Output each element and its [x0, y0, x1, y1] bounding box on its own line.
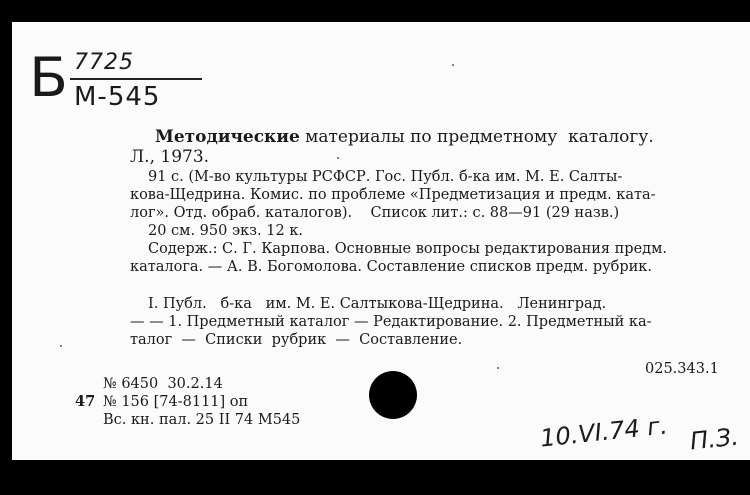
footer-prefix: 47: [75, 393, 96, 410]
speck: [337, 157, 339, 159]
footer-line: № 156 [74-8111] оп: [103, 394, 249, 410]
speck: [60, 345, 62, 347]
handwritten-date: 10.VI.74 г.: [538, 411, 669, 453]
description-line: кова-Щедрина. Комис. по проблеме «Предметизация и предм. ката-: [130, 187, 656, 203]
title-bold: Методические: [155, 127, 300, 147]
description-line: 20 см. 950 экз. 12 к.: [148, 223, 304, 239]
contents-line: Содерж.: С. Г. Карпова. Основные вопросы редактирования предм.: [148, 241, 667, 257]
shelfmark: [30, 48, 190, 118]
speck: [452, 64, 454, 66]
footer-line: Вс. кн. пал. 25 II 74 М545: [103, 412, 301, 428]
tracing-line: талог — Списки рубрик — Составление.: [130, 332, 463, 348]
footer-line: № 6450 30.2.14: [103, 376, 223, 392]
punch-hole: [369, 371, 417, 419]
shelfmark-divider: [70, 78, 202, 80]
handwritten-initials: П.З.: [688, 422, 741, 456]
shelfmark-letter: Б: [29, 46, 68, 109]
title-rest: материалы по предметному каталогу.: [299, 127, 654, 147]
tracing-line: I. Публ. б-ка им. М. Е. Салтыкова-Щедрина. Ленинград.: [148, 296, 607, 312]
udc-number: 025.343.1: [645, 361, 719, 377]
contents-line: каталога. — А. В. Богомолова. Составление списков предм. рубрик.: [130, 259, 652, 275]
record-title: [155, 128, 654, 146]
speck: [497, 367, 499, 369]
shelfmark-author-mark: М-545: [74, 82, 161, 112]
tracing-line: — — 1. Предметный каталог — Редактирование. 2. Предметный ка-: [130, 314, 652, 330]
shelfmark-number: 7725: [74, 50, 134, 75]
description-line: 91 с. (М-во культуры РСФСР. Гос. Публ. б-ка им. М. Е. Салты-: [148, 169, 623, 185]
place-year: Л., 1973.: [130, 147, 210, 167]
description-line: лог». Отд. обраб. каталогов). Список лит.: с. 88—91 (29 назв.): [130, 205, 620, 221]
